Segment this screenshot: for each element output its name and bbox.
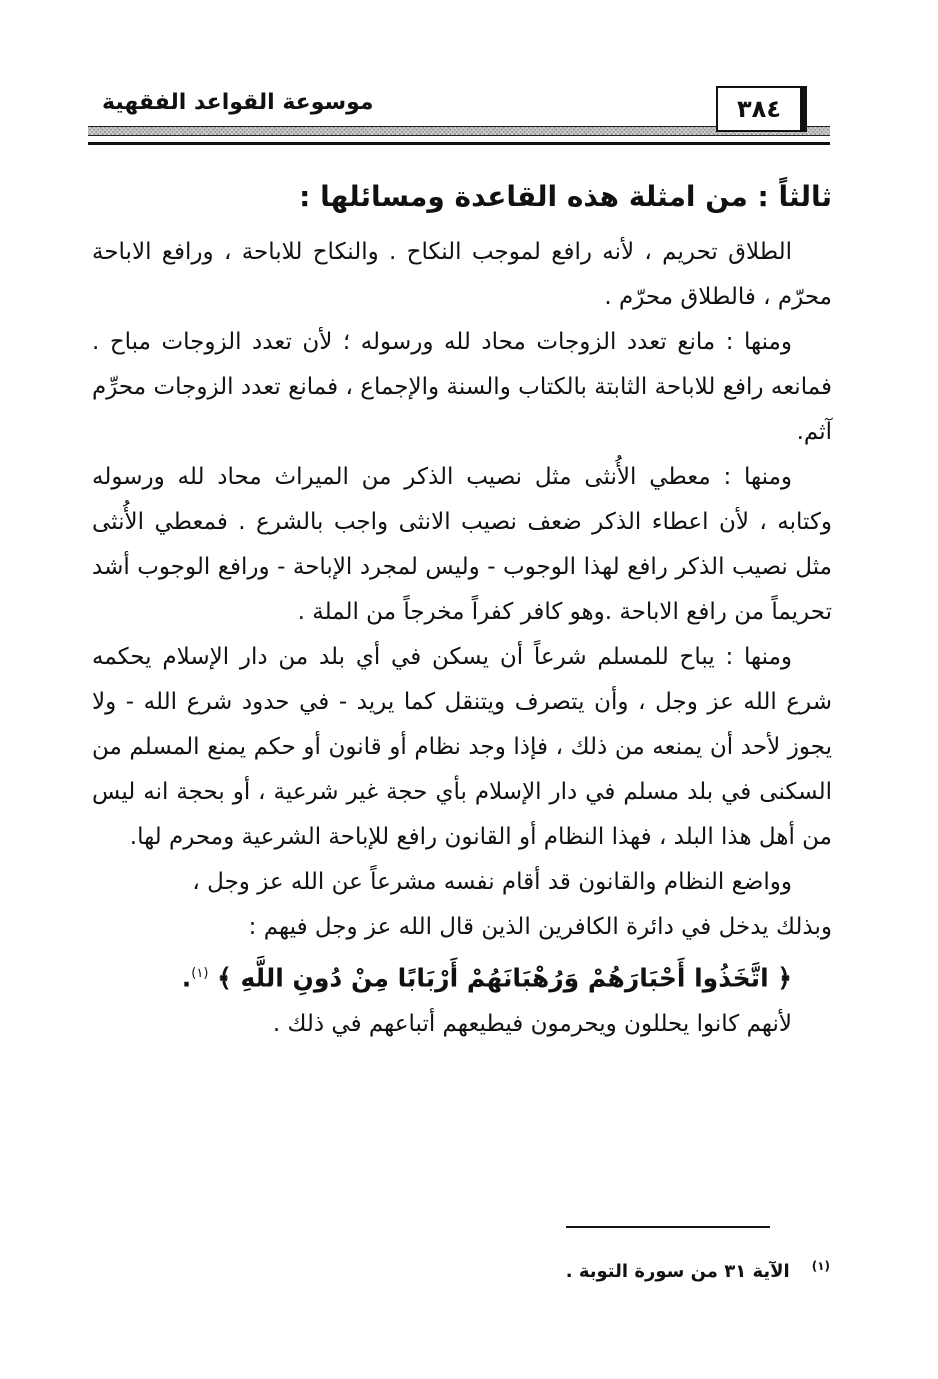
paragraph-polygamy: ومنها : مانع تعدد الزوجات محاد لله ورسوله ؛ لأن تعدد الزوجات مباح . فمانعه رافع للاباحة الثابتة بالكتاب والسنة والإجماع ، فمانع تعدد الزوجات محرِّم آثم.: [92, 329, 832, 445]
verse-lead-in: وبذلك يدخل في دائرة الكافرين الذين قال الله عز وجل فيهم :: [248, 914, 832, 940]
verse-text: ﴿ اتَّخَذُوا أَحْبَارَهُمْ وَرُهْبَانَهُمْ أَرْبَابًا مِنْ دُونِ اللَّهِ ﴾: [217, 963, 792, 993]
running-header: [88, 82, 830, 148]
footnote-reference: (١): [191, 966, 209, 981]
page-number: ٣٨٤: [737, 95, 781, 123]
footnote: [420, 1248, 830, 1290]
footnote-marker: (١): [811, 1259, 830, 1273]
quran-verse: ﴿ اتَّخَذُوا أَحْبَارَهُمْ وَرُهْبَانَهُمْ أَرْبَابًا مِنْ دُونِ اللَّهِ ﴾ $^{(١)}$.: [181, 963, 792, 993]
paragraph-residence: ومنها : يباح للمسلم شرعاً أن يسكن في أي بلد من دار الإسلام يحكمه شرع الله عز وجل ، وأن يتصرف ويتنقل كما يريد - في حدود شرع الله - ولا يجوز لأحد أن يمنعه من ذلك ، فإذا وجد نظام أو قانون أو حكم يمنع المسلم من السكنى في بلد مسلم في دار الإسلام بأي حجة غير شرعية ، أو بحجة انه ليس من أهل هذا البلد ، فهذا النظام أو القانون رافع للإباحة الشرعية ومحرم لها.: [92, 644, 832, 850]
header-rule: [88, 142, 830, 145]
book-title: موسوعة القواعد الفقهية: [102, 90, 374, 115]
paragraph-inheritance: ومنها : معطي الأُنثى مثل نصيب الذكر من الميراث محاد لله ورسوله وكتابه ، لأن اعطاء الذكر ضعف نصيب الانثى واجب بالشرع . فمعطي الأُنثى مثل نصيب الذكر رافع لهذا الوجوب - وليس لمجرد الإباحة - ورافع الوجوب أشد تحريماً من رافع الاباحة .وهو كافر كفراً مخرجاً من الملة .: [92, 464, 832, 625]
paragraph-lawmaker: وواضع النظام والقانون قد أقام نفسه مشرعاً عن الله عز وجل ،: [192, 869, 792, 895]
section-heading: ثالثاً : من امثلة هذه القاعدة ومسائلها :: [299, 180, 832, 213]
footnote-rule: [566, 1226, 770, 1228]
page-number-box: [716, 86, 802, 132]
footnote-text: الآية ٣١ من سورة التوبة .: [565, 1261, 790, 1282]
main-content: [92, 170, 832, 1047]
closing-paragraph: لأنهم كانوا يحللون ويحرمون فيطيعهم أتباعهم في ذلك .: [272, 1011, 792, 1038]
paragraph-divorce: الطلاق تحريم ، لأنه رافع لموجب النكاح . والنكاح للاباحة ، ورافع الاباحة محرّم ، فالطلاق محرّم .: [92, 239, 832, 310]
